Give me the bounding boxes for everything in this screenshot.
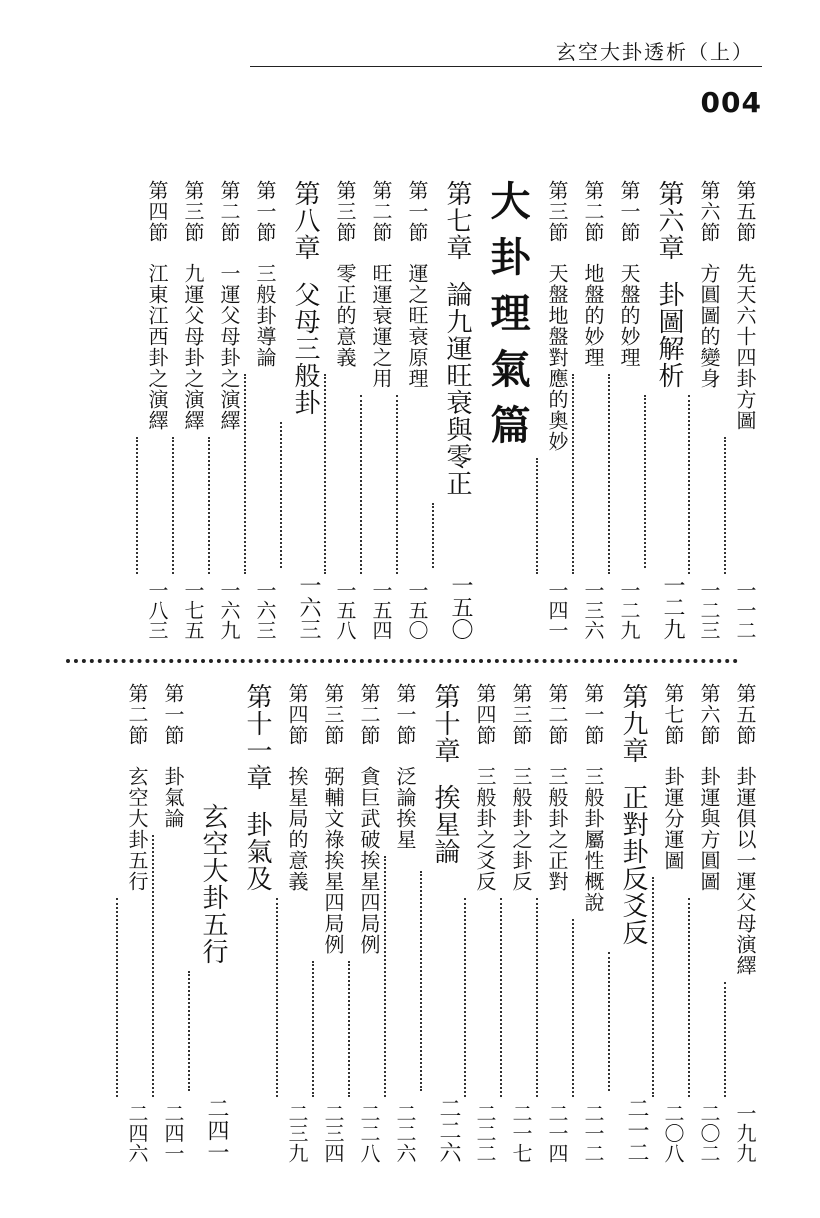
toc-entry-title: 三般卦屬性概說 — [581, 766, 605, 913]
toc-entry-page: 一三六 — [581, 580, 605, 640]
toc-entry[interactable] — [572, 180, 608, 640]
toc-entry-page: 一六九 — [217, 580, 241, 640]
toc-entry-page: 一五〇 — [405, 580, 429, 640]
toc-entry[interactable] — [116, 683, 152, 1163]
toc-entry[interactable] — [500, 683, 536, 1163]
toc-entry-page: 一八三 — [145, 580, 169, 640]
toc-entry[interactable] — [348, 683, 384, 1163]
toc-entry[interactable] — [312, 683, 348, 1163]
toc-entry-title: 弼輔文祿挨星四局例 — [321, 766, 345, 955]
toc-entry[interactable] — [572, 683, 608, 1163]
leader-dots — [312, 961, 348, 1097]
toc-chapter-label: 第九章 — [618, 683, 648, 764]
toc-chapter-title: 父母三般卦 — [290, 281, 320, 416]
toc-chapter-page: 二四一 — [204, 1097, 229, 1163]
toc-entry-label: 第三節 — [509, 683, 533, 746]
leader-dots — [172, 437, 208, 574]
running-title: 玄空大卦透析（上） — [556, 40, 754, 64]
toc-entry-page: 一四一 — [545, 580, 569, 640]
toc-entry-page: 二二八 — [357, 1103, 381, 1163]
toc-entry-label: 第一節 — [253, 180, 277, 243]
part-title: 大卦理氣篇 — [484, 180, 530, 460]
toc-chapter-label: 第七章 — [442, 180, 472, 261]
toc-entry[interactable] — [152, 683, 188, 1163]
toc-entry-label: 第一節 — [405, 180, 429, 243]
leader-dots — [188, 971, 232, 1091]
toc-chapter-page: 一六三 — [296, 574, 321, 640]
toc-entry-page: 一一二 — [733, 580, 757, 640]
leader-dots — [348, 961, 384, 1097]
toc-entry-title: 旺運衰運之用 — [369, 263, 393, 389]
leader-dots — [572, 374, 608, 574]
leader-dots — [500, 898, 536, 1097]
toc-entry-title: 卦氣論 — [161, 766, 185, 829]
toc-chapter-title: 挨星論 — [430, 784, 460, 865]
toc-chapter-page: 二一二 — [624, 1097, 649, 1163]
toc-chapter-label: 第六章 — [654, 180, 684, 261]
toc-entry[interactable] — [276, 683, 312, 1163]
toc-entry-label: 第五節 — [733, 683, 757, 746]
toc-entry-title: 地盤的妙理 — [581, 263, 605, 368]
toc-entry-page: 二三九 — [285, 1103, 309, 1163]
toc-entry-title: 三般卦之卦反 — [509, 766, 533, 892]
toc-entry-title: 先天六十四卦方圖 — [733, 263, 757, 431]
leader-dots — [396, 395, 432, 574]
leader-dots — [420, 871, 464, 1091]
toc-entry-page: 二四六 — [125, 1103, 149, 1163]
toc-chapter-title-line1: 卦氣及 — [242, 811, 272, 892]
toc-entry-page: 一五四 — [369, 580, 393, 640]
leader-dots — [136, 437, 172, 574]
leader-dots — [536, 458, 572, 574]
toc-entry-label: 第六節 — [697, 683, 721, 746]
toc-entry-title: 九運父母卦之演繹 — [181, 263, 205, 431]
toc-entry-page: 一九九 — [733, 1103, 757, 1163]
toc-entry-title: 天盤地盤對應的奧妙 — [545, 263, 569, 452]
leader-dots — [644, 395, 688, 568]
toc-chapter[interactable] — [420, 683, 464, 1163]
toc-entry-title: 江東江西卦之演繹 — [145, 263, 169, 431]
leader-dots — [688, 898, 724, 1097]
toc-chapter-title-line2: 玄空大卦五行 — [198, 803, 228, 965]
leader-dots — [280, 422, 324, 568]
toc-chapter[interactable] — [644, 180, 688, 640]
toc-entry-title: 方圓圖的變身 — [697, 263, 721, 389]
toc-chapter-page: 一五〇 — [448, 574, 473, 640]
toc-entry-label: 第三節 — [333, 180, 357, 243]
toc-entry[interactable] — [536, 180, 572, 640]
toc-entry-label: 第四節 — [145, 180, 169, 243]
toc-entry[interactable] — [360, 180, 396, 640]
toc-entry-title: 零正的意義 — [333, 263, 357, 368]
toc-entry[interactable] — [172, 180, 208, 640]
toc-entry-title: 貪巨武破挨星四局例 — [357, 766, 381, 955]
toc-entry-label: 第一節 — [161, 683, 185, 746]
leader-dots — [244, 374, 280, 574]
toc-entry[interactable] — [688, 180, 724, 640]
toc-entry-page: 二〇八 — [661, 1103, 685, 1163]
leader-dots — [384, 856, 420, 1097]
toc-entry-page: 一二三 — [697, 580, 721, 640]
toc-entry-title: 卦運分運圖 — [661, 766, 685, 871]
toc-entry[interactable] — [136, 180, 172, 640]
toc-bottom-half — [70, 683, 760, 1163]
toc-entry-label: 第二節 — [545, 683, 569, 746]
toc-chapter-title: 卦圖解析 — [654, 281, 684, 389]
toc-entry-label: 第三節 — [321, 683, 345, 746]
toc-entry[interactable] — [244, 180, 280, 640]
toc-entry-label: 第二節 — [581, 180, 605, 243]
toc-entry-label: 第二節 — [125, 683, 149, 746]
toc-entry[interactable] — [208, 180, 244, 640]
toc-chapter-title: 正對卦反爻反 — [618, 784, 648, 946]
leader-dots — [432, 503, 476, 568]
toc-entry-page: 一七五 — [181, 580, 205, 640]
toc-entry-page: 二四一 — [161, 1103, 185, 1163]
toc-entry-label: 第二節 — [217, 180, 241, 243]
toc-entry-page: 二一四 — [545, 1103, 569, 1163]
toc-entry[interactable] — [608, 180, 644, 640]
dotted-divider — [66, 659, 738, 663]
toc-top-half — [70, 180, 760, 640]
toc-chapter-page: 二二六 — [436, 1097, 461, 1163]
toc-entry-label: 第三節 — [545, 180, 569, 243]
toc-entry-label: 第四節 — [285, 683, 309, 746]
toc-entry-label: 第三節 — [181, 180, 205, 243]
leader-dots — [116, 898, 152, 1097]
toc-chapter[interactable] — [280, 180, 324, 640]
toc-entry-label: 第一節 — [393, 683, 417, 746]
leader-dots — [276, 898, 312, 1097]
toc-entry[interactable] — [396, 180, 432, 640]
leader-dots — [572, 919, 608, 1097]
toc-entry-label: 第五節 — [733, 180, 757, 243]
toc-entry-title: 三般卦之正對 — [545, 766, 569, 892]
toc-entry[interactable] — [724, 683, 760, 1163]
toc-chapter[interactable] — [232, 683, 276, 1163]
toc-entry-page: 一五八 — [333, 580, 357, 640]
toc-entry-page: 二〇二 — [697, 1103, 721, 1163]
toc-entry[interactable] — [324, 180, 360, 640]
leader-dots — [152, 835, 188, 1097]
leader-dots — [724, 437, 760, 574]
toc-entry[interactable] — [464, 683, 500, 1163]
toc-entry[interactable] — [384, 683, 420, 1163]
toc-part-heading[interactable] — [476, 180, 536, 640]
leader-dots — [608, 374, 644, 574]
leader-dots — [324, 374, 360, 574]
toc-entry[interactable] — [652, 683, 688, 1163]
toc-entry-title: 挨星局的意義 — [285, 766, 309, 892]
toc-entry-page: 一二九 — [617, 580, 641, 640]
leader-dots — [536, 898, 572, 1097]
toc-entry-label: 第四節 — [473, 683, 497, 746]
toc-entry-title: 玄空大卦五行 — [125, 766, 149, 892]
toc-chapter-label: 第十章 — [430, 683, 460, 764]
toc-entry-page: 二一七 — [509, 1103, 533, 1163]
toc-chapter-label: 第十一章 — [242, 683, 272, 791]
toc-chapter-continuation[interactable] — [188, 683, 232, 1163]
toc-entry-label: 第六節 — [697, 180, 721, 243]
toc-chapter-label: 第八章 — [290, 180, 320, 261]
header-rule — [250, 66, 762, 67]
leader-dots — [464, 898, 500, 1097]
toc-chapter[interactable] — [608, 683, 652, 1163]
leader-dots — [652, 877, 688, 1097]
indent-spacer — [188, 683, 232, 803]
toc-entry-page: 二三四 — [321, 1103, 345, 1163]
toc-entry-label: 第二節 — [357, 683, 381, 746]
toc-entry-page: 二二二 — [473, 1103, 497, 1163]
leader-dots — [688, 395, 724, 574]
leader-dots — [360, 395, 396, 574]
toc-entry-label: 第一節 — [581, 683, 605, 746]
toc-entry-label: 第二節 — [369, 180, 393, 243]
toc-entry-title: 卦運與方圓圖 — [697, 766, 721, 892]
toc-entry-title: 三般卦導論 — [253, 263, 277, 368]
toc-entry-page: 二二六 — [393, 1103, 417, 1163]
toc-entry[interactable] — [688, 683, 724, 1163]
toc-entry-page: 二一二 — [581, 1103, 605, 1163]
leader-dots — [608, 952, 652, 1091]
toc-chapter[interactable] — [432, 180, 476, 640]
toc-entry-title: 一運父母卦之演繹 — [217, 263, 241, 431]
toc-entry-title: 運之旺衰原理 — [405, 263, 429, 389]
toc-entry[interactable] — [536, 683, 572, 1163]
toc-chapter-title: 論九運旺衰與零正 — [442, 281, 472, 497]
toc-entry-title: 泛論挨星 — [393, 766, 417, 850]
toc-entry-label: 第七節 — [661, 683, 685, 746]
toc-entry-page: 一六三 — [253, 580, 277, 640]
toc-chapter-page: 一二九 — [660, 574, 685, 640]
toc-entry-title: 天盤的妙理 — [617, 263, 641, 368]
toc-entry-label: 第一節 — [617, 180, 641, 243]
page-number: 004 — [700, 86, 762, 119]
leader-dots — [208, 437, 244, 574]
leader-dots — [724, 982, 760, 1097]
toc-entry-title: 三般卦之爻反 — [473, 766, 497, 892]
toc-entry-title: 卦運俱以一運父母演繹 — [733, 766, 757, 976]
toc-entry[interactable] — [724, 180, 760, 640]
